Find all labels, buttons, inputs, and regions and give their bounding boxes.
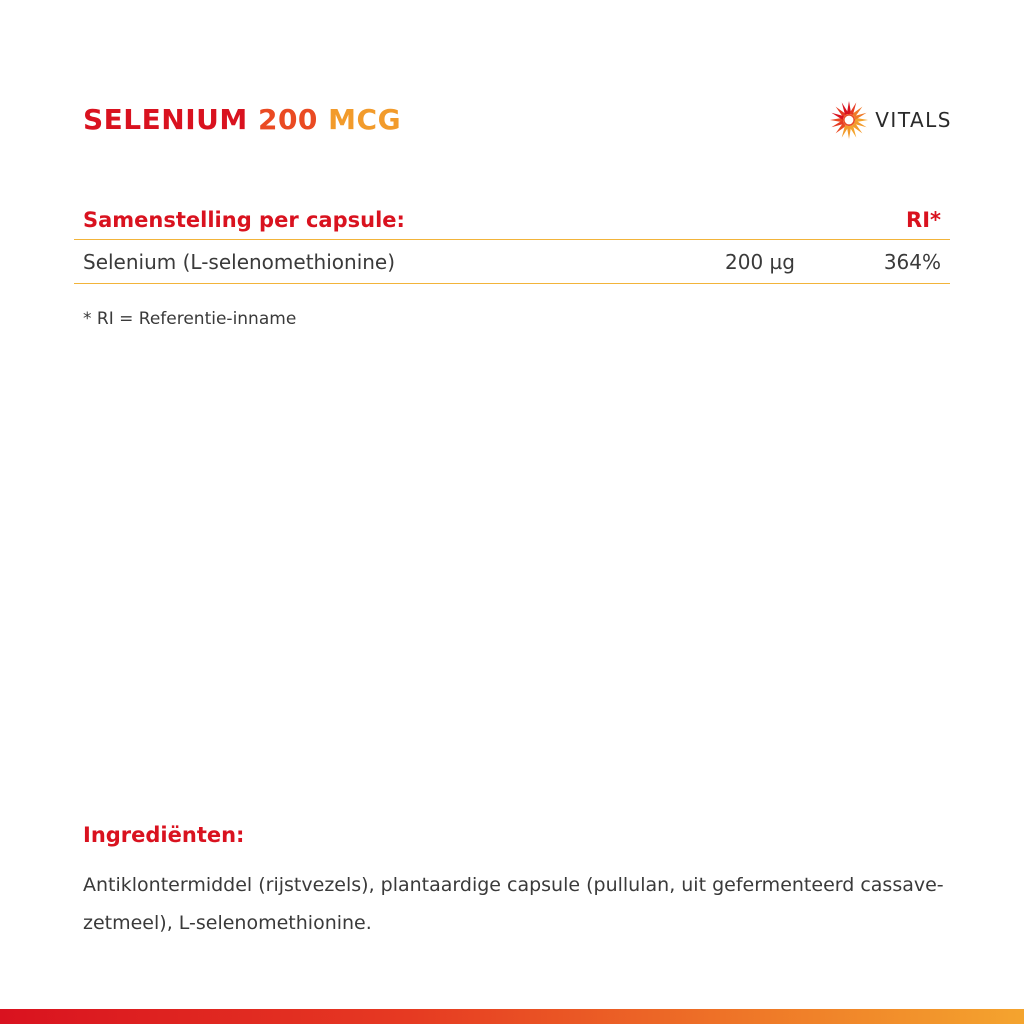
- composition-heading: Samenstelling per capsule:: [83, 207, 405, 232]
- ingredients-text: Antiklontermiddel (rijstvezels), plantaardige capsule (pullulan, uit gefermenteerd cassave-zetmeel), L-selenomethionine.: [83, 874, 944, 934]
- table-row: [74, 240, 950, 284]
- title-unit: MCG: [328, 103, 402, 136]
- nutrient-name: Selenium (L-selenomethionine): [83, 249, 396, 274]
- title-dose: 200: [257, 103, 318, 136]
- ri-heading: RI*: [906, 207, 941, 232]
- brand-name: VITALS: [875, 108, 952, 132]
- composition-header: [74, 200, 950, 240]
- ingredients-heading: Ingrediënten:: [83, 823, 245, 847]
- star-burst-icon: [829, 100, 869, 140]
- ri-footnote: * RI = Referentie-inname: [83, 309, 297, 329]
- nutrient-ri: 364%: [883, 249, 941, 274]
- brand-logo: [829, 100, 952, 140]
- product-title: [83, 102, 401, 138]
- title-product-name: SELENIUM: [83, 103, 248, 136]
- nutrient-amount: 200 µg: [725, 249, 795, 274]
- bottom-gradient-bar: [0, 1009, 1024, 1024]
- composition-table: [74, 200, 950, 284]
